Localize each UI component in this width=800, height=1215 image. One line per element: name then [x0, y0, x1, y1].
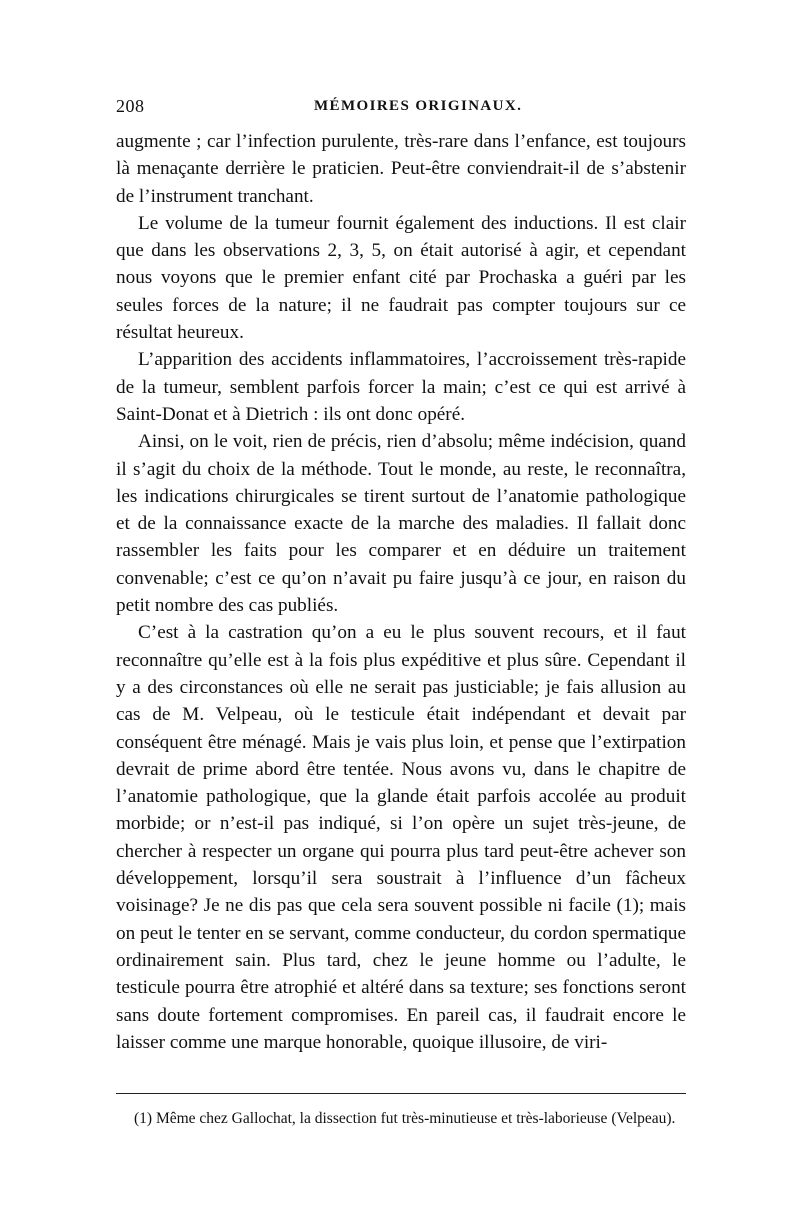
paragraph: L’apparition des accidents inflammatoires, l’accroissement très-rapide de la tumeur, semblent parfois forcer la main; c’est ce qui est arrivé à Saint-Donat et à Dietrich : ils ont donc opéré.	[116, 349, 686, 425]
paragraph: augmente ; car l’infection purulente, très-rare dans l’enfance, est toujours là menaçante derrière le praticien. Peut-être conviendrait-il de s’abstenir de l’instrument tranchant.	[116, 131, 686, 207]
page-number: 208	[116, 96, 145, 116]
paragraph: Ainsi, on le voit, rien de précis, rien d’absolu; même indécision, quand il s’agit du choix de la méthode. Tout le monde, au reste, le reconnaîtra, les indications chirurgicales se tirent surtout de l’anatomie pathologique et de la connaissance exacte de la marche des maladies. Il fallait donc rassembler les faits pour les comparer et en déduire un traitement convenable; c’est ce qu’on n’avait pu faire jusqu’à ce jour, en raison du petit nombre des cas publiés.	[116, 431, 686, 617]
paragraph: C’est à la castration qu’on a eu le plus souvent recours, et il faut reconnaître qu’elle est à la fois plus expéditive et plus sûre. Cependant il y a des circonstances où elle ne serait pas justiciable; je fais allusion au cas de M. Velpeau, où le testicule était indépendant et devait par conséquent être ménagé. Mais je vais plus loin, et pense que l’extirpation devrait de prime abord être tentée. Nous avons vu, dans le chapitre de l’anatomie pathologique, que la glande était parfois accolée au produit morbide; or n’est-il pas indiqué, si l’on opère un sujet très-jeune, de chercher à respecter un organe qui pourra plus tard peut-être achever son développement, lorsqu’il sera soustrait à l’influence d’un fâcheux voisinage? Je ne dis pas que cela sera souvent possible ni facile (1); mais on peut le tenter en se servant, comme conducteur, du cordon spermatique ordinairement sain. Plus tard, chez le jeune homme ou l’adulte, le testicule pourra être atrophié et altéré dans sa texture; ses fonctions seront sans doute fortement compromises. En pareil cas, il faudrait encore le laisser comme une marque honorable, quoique illusoire, de viri-	[116, 622, 686, 1053]
paragraph: Le volume de la tumeur fournit également des inductions. Il est clair que dans les observations 2, 3, 5, on était autorisé à agir, et cependant nous voyons que le premier enfant cité par Prochaska a guéri par les seules forces de la nature; il ne faudrait pas compter toujours sur ce résultat heureux.	[116, 212, 686, 344]
footnote: (1) Même chez Gallochat, la dissection fut très-minutieuse et très-laborieuse (Velpeau).	[134, 1110, 676, 1127]
footnote-divider	[116, 1093, 686, 1094]
body-text	[116, 128, 686, 1056]
footnotes	[116, 1107, 686, 1131]
running-head	[116, 96, 686, 120]
running-title: MÉMOIRES ORIGINAUX.	[314, 98, 523, 114]
